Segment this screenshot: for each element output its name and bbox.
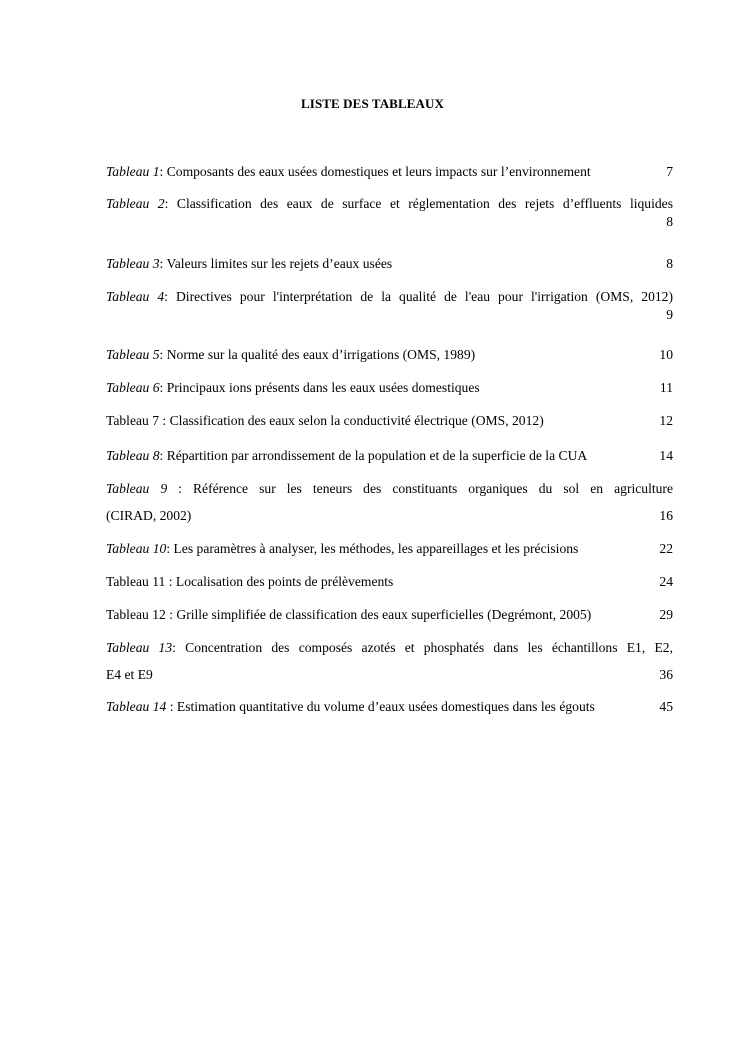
page-title: LISTE DES TABLEAUX: [301, 96, 444, 111]
entry-label: Tableau 3: [106, 256, 160, 271]
entry-text: Directives pour l'interprétation de la qualité de l'eau pour l'irrigation (OMS, 2012): [175, 289, 674, 304]
toc-entry-7[interactable]: Tableau 7 : Classification des eaux selon la conductivité électrique (OMS, 2012) 12: [106, 413, 673, 428]
page-number: 36: [659, 667, 673, 682]
toc-entry-1[interactable]: Tableau 1: Composants des eaux usées domestiques et leurs impacts sur l’environnement 7: [106, 164, 673, 179]
entry-label: Tableau 2: [106, 196, 165, 211]
page-number: 45: [659, 699, 673, 714]
entry-label: Tableau 1: [106, 164, 160, 179]
entry-label: Tableau 13: [106, 640, 173, 655]
entry-text: Localisation des points de prélèvements: [175, 574, 394, 589]
toc-entry-2[interactable]: Tableau 2: Classification des eaux de surface et réglementation des rejets d’effluents liquides 8: [106, 196, 673, 229]
toc-entry-8[interactable]: Tableau 8: Répartition par arrondissement de la population et de la superficie de la CUA 14: [106, 448, 673, 463]
page-number: 22: [659, 541, 673, 556]
toc-entry-11[interactable]: Tableau 11 : Localisation des points de prélèvements 24: [106, 574, 673, 589]
page-number: 12: [659, 413, 673, 428]
toc-entry-5[interactable]: Tableau 5: Norme sur la qualité des eaux d’irrigations (OMS, 1989) 10: [106, 347, 673, 362]
entry-text: Référence sur les teneurs des constituants organiques du sol en agriculture: [192, 481, 673, 496]
entry-text: Classification des eaux selon la conductivité électrique (OMS, 2012): [169, 413, 544, 428]
entry-label: Tableau 11: [106, 574, 166, 589]
page-number: 29: [659, 607, 673, 622]
entry-text: Grille simplifiée de classification des eaux superficielles (Degrémont, 2005): [176, 607, 592, 622]
toc-entry-14[interactable]: Tableau 14 : Estimation quantitative du volume d’eaux usées domestiques dans les égouts 45: [106, 699, 673, 714]
toc-entry-13[interactable]: Tableau 13: Concentration des composés azotés et phosphatés dans les échantillons E1, E2, E4 et E9 36: [106, 640, 673, 682]
entry-text: Principaux ions présents dans les eaux usées domestiques: [166, 380, 480, 395]
entry-text: Concentration des composés azotés et phosphatés dans les échantillons E1, E2,: [185, 640, 673, 655]
entry-text-continued: (CIRAD, 2002): [106, 508, 192, 523]
toc-entry-10[interactable]: Tableau 10: Les paramètres à analyser, les méthodes, les appareillages et les précisions 22: [106, 541, 673, 556]
page-number: 24: [659, 574, 673, 589]
toc-entry-3[interactable]: Tableau 3: Valeurs limites sur les rejets d’eaux usées 8: [106, 256, 673, 271]
entry-text: Répartition par arrondissement de la population et de la superficie de la CUA: [166, 448, 588, 463]
entry-text: Norme sur la qualité des eaux d’irrigations (OMS, 1989): [166, 347, 476, 362]
page-number: 8: [666, 214, 673, 229]
entry-text-continued: E4 et E9: [106, 667, 153, 682]
page-number: 14: [659, 448, 673, 463]
page-number: 8: [666, 256, 673, 271]
page-number: 11: [659, 380, 673, 395]
entry-text: Estimation quantitative du volume d’eaux usées domestiques dans les égouts: [176, 699, 595, 714]
toc-entry-6[interactable]: Tableau 6: Principaux ions présents dans les eaux usées domestiques 11: [106, 380, 673, 395]
toc-entry-9[interactable]: Tableau 9 : Référence sur les teneurs des constituants organiques du sol en agriculture (CIRAD, 2002) 16: [106, 481, 673, 523]
entry-label: Tableau 5: [106, 347, 160, 362]
entry-text: Les paramètres à analyser, les méthodes, les appareillages et les précisions: [173, 541, 579, 556]
entry-label: Tableau 4: [106, 289, 165, 304]
entry-label: Tableau 12: [106, 607, 166, 622]
entry-label: Tableau 7: [106, 413, 160, 428]
toc-entry-4[interactable]: Tableau 4: Directives pour l'interprétation de la qualité de l'eau pour l'irrigation (OMS, 2012) 9: [106, 289, 674, 322]
entry-label: Tableau 10: [106, 541, 167, 556]
entry-label: Tableau 14: [106, 699, 167, 714]
toc-entry-12[interactable]: Tableau 12 : Grille simplifiée de classification des eaux superficielles (Degrémont, 2005) 29: [106, 607, 673, 622]
entry-text: Valeurs limites sur les rejets d’eaux usées: [166, 256, 393, 271]
entry-text: Classification des eaux de surface et réglementation des rejets d’effluents liquides: [176, 196, 673, 211]
entry-label: Tableau 9: [106, 481, 168, 496]
entry-label: Tableau 6: [106, 380, 160, 395]
page-number: 10: [659, 347, 673, 362]
page-number: 7: [666, 164, 673, 179]
entry-text: Composants des eaux usées domestiques et leurs impacts sur l’environnement: [166, 164, 591, 179]
page-number: 9: [666, 307, 673, 322]
page-number: 16: [659, 508, 673, 523]
entry-label: Tableau 8: [106, 448, 160, 463]
